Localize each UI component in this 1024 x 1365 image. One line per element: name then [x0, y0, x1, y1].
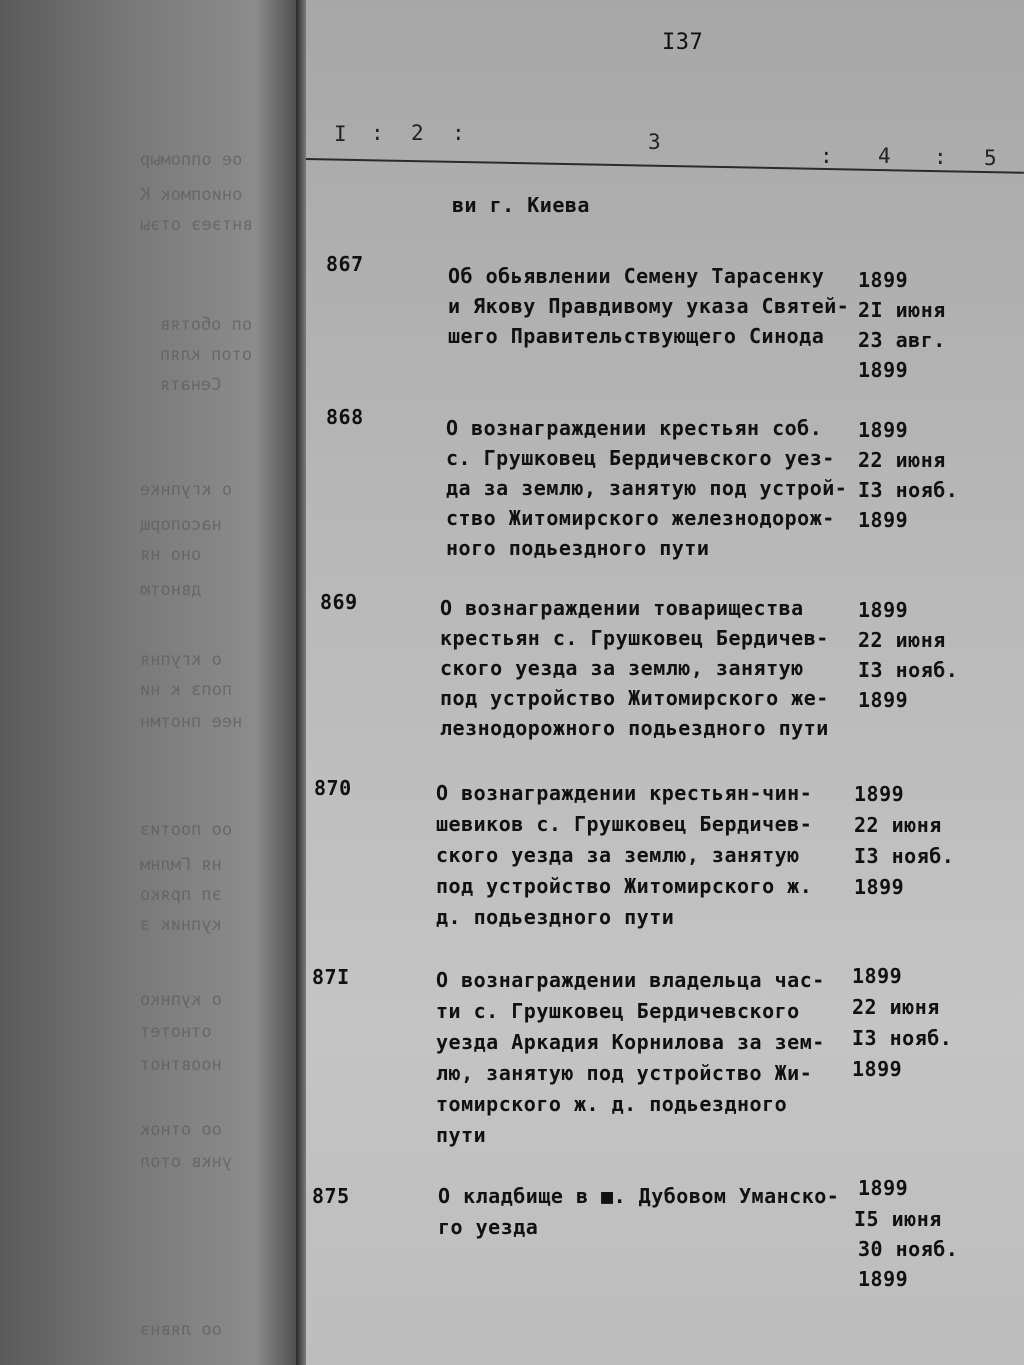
entry-text-line: с. Грушковец Бердичевского уез- — [446, 446, 835, 470]
header-separator: : — [820, 144, 834, 168]
entry-date: 1899 — [858, 358, 909, 382]
entry-text-line: пути — [436, 1123, 487, 1147]
entry-date: 1899 — [858, 1267, 909, 1291]
continuation-line: ви г. Киева — [452, 193, 590, 217]
entry-date: 1899 — [852, 1057, 903, 1081]
entry-date: 1899 — [858, 688, 909, 712]
entry-text-line: Об обьявлении Семену Тарасенку — [448, 264, 825, 288]
entry-text-line: ного подьездного пути — [446, 536, 710, 560]
header-col-4: 4 — [878, 144, 892, 168]
header-col-2: 2 — [411, 121, 425, 145]
entry-text-line: ти с. Грушковец Бердичевского — [436, 999, 800, 1023]
entry-date: 1899 — [858, 508, 909, 532]
header-col-3: 3 — [648, 130, 662, 154]
entry-date: 22 июня — [858, 628, 946, 652]
entry-text-line: уезда Аркадия Корнилова за зем- — [436, 1030, 825, 1054]
entry-number: 867 — [326, 252, 364, 276]
entry-date: I5 июня — [854, 1207, 942, 1231]
header-separator: : — [452, 121, 466, 145]
entry-text-line: томирского ж. д. подьездного — [436, 1092, 788, 1116]
entry-text-line: ского уезда за землю, занятую — [440, 656, 804, 680]
entry-text-line: под устройство Житомирского же- — [440, 686, 829, 710]
header-col-5: 5 — [984, 146, 998, 170]
left-page-bleed: ое оппомыр ониопмок К внтэеэ отэы оп оботяв отоп кляп Сенатя о кгупнке насопорщ оно ня двнотю о кгупня попз к ни нее пнотмн оо поотиз ня Гмлнм эп пряко купник з о купнко отнотет ноовтнот оо отнок ункв отол оо лявнэ — [0, 0, 300, 1365]
entry-text-line: ского уезда за землю, занятую — [436, 843, 800, 867]
entry-number: 869 — [320, 590, 358, 614]
entry-text-line: О вознаграждении владельца час- — [436, 968, 825, 992]
entry-number: 868 — [326, 405, 364, 429]
entry-text-line: О вознаграждении товарищества — [440, 596, 804, 620]
entry-text-line: да за землю, занятую под устрой- — [446, 476, 848, 500]
entry-date: 1899 — [858, 598, 909, 622]
entry-date: 2I июня — [858, 298, 946, 322]
page-number: I37 — [662, 30, 704, 55]
entry-date: 1899 — [858, 268, 909, 292]
header-col-1: I — [334, 122, 348, 146]
entry-date: 1899 — [858, 1176, 909, 1200]
entry-text-line: шевиков с. Грушковец Бердичев- — [436, 812, 813, 836]
header-separator: : — [371, 121, 385, 145]
entry-text-line: О кладбище в ■. Дубовом Уманско- — [438, 1184, 840, 1208]
entry-text-line: О вознаграждении крестьян соб. — [446, 416, 823, 440]
entry-date: 1899 — [858, 418, 909, 442]
entry-date: I3 нояб. — [854, 844, 955, 868]
entry-text-line: го уезда — [438, 1215, 539, 1239]
entry-date: 22 июня — [858, 448, 946, 472]
entry-date: 22 июня — [852, 995, 940, 1019]
entry-text-line: д. подьездного пути — [436, 905, 675, 929]
entry-date: 1899 — [852, 964, 903, 988]
entry-number: 870 — [314, 776, 352, 800]
entry-text-line: крестьян с. Грушковец Бердичев- — [440, 626, 829, 650]
entry-number: 87I — [312, 965, 350, 989]
entry-text-line: и Якову Правдивому указа Святей- — [448, 294, 850, 318]
entry-date: 23 авг. — [858, 328, 946, 352]
header-rule — [306, 158, 1024, 174]
entry-text-line: шего Правительствующего Синода — [448, 324, 825, 348]
entry-text-line: лезнодорожного подьездного пути — [440, 716, 829, 740]
entry-text-line: лю, занятую под устройство Жи- — [436, 1061, 813, 1085]
entry-text-line: О вознаграждении крестьян-чин- — [436, 781, 813, 805]
entry-number: 875 — [312, 1184, 350, 1208]
entry-date: 22 июня — [854, 813, 942, 837]
entry-date: I3 нояб. — [852, 1026, 953, 1050]
entry-date: I3 нояб. — [858, 658, 959, 682]
header-separator: : — [934, 145, 948, 169]
entry-text-line: под устройство Житомирского ж. — [436, 874, 813, 898]
entry-date: 1899 — [854, 782, 905, 806]
entry-date: 1899 — [854, 875, 905, 899]
entry-date: 30 нояб. — [858, 1237, 959, 1261]
entry-text-line: ство Житомирского железнодорож- — [446, 506, 835, 530]
right-page — [306, 0, 1024, 1365]
entry-date: I3 нояб. — [858, 478, 959, 502]
